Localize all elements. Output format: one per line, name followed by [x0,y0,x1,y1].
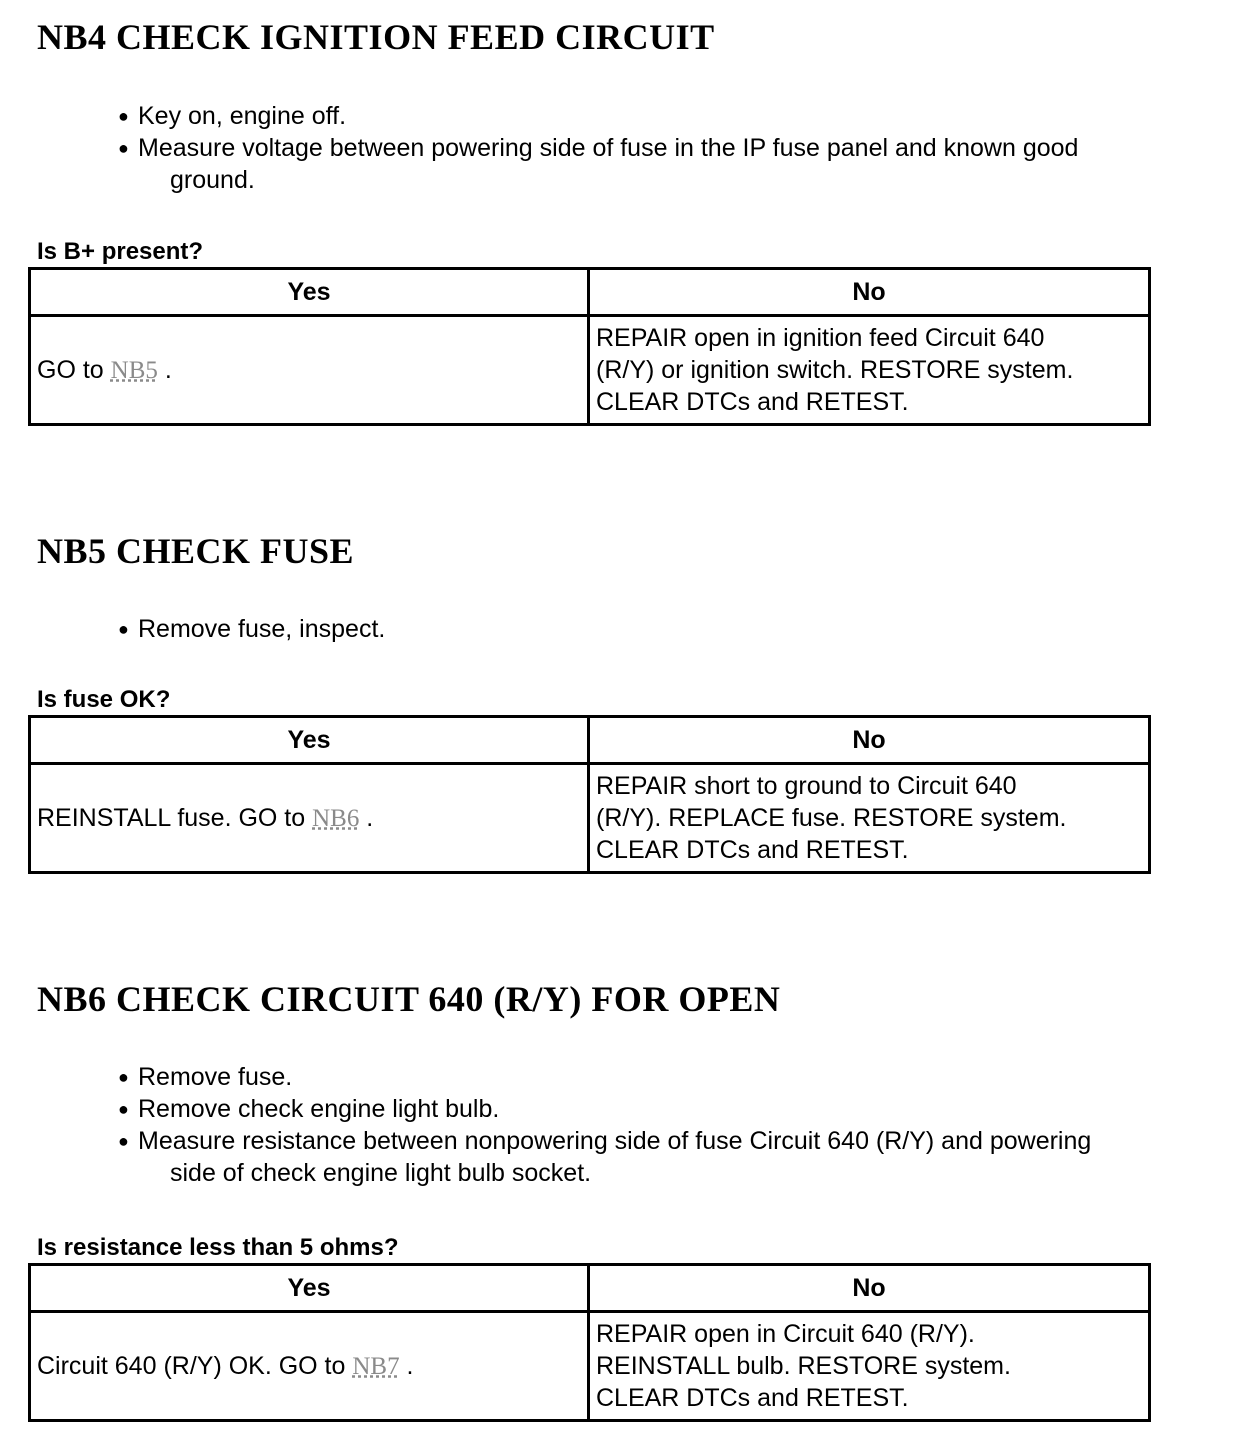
step-list [118,613,1218,645]
nb5-link[interactable]: NB5 [110,356,158,384]
step-text: Measure voltage between powering side of fuse in the IP fuse panel and known good [138,134,1079,162]
table-header-row [30,269,1150,316]
diagnostic-question: Is resistance less than 5 ohms? [37,1234,399,1261]
step-list [118,1061,1218,1189]
table-header-row [30,717,1150,764]
no-action-line: CLEAR DTCs and RETEST. [596,1384,909,1412]
yes-header: Yes [30,1265,589,1312]
no-header: No [589,269,1150,316]
step-item [118,613,1218,645]
section-heading: NB5 CHECK FUSE [37,531,355,571]
bullet-icon: ● [118,619,129,639]
yes-header: Yes [30,269,589,316]
yes-action-text: Circuit 640 (R/Y) OK. GO to [37,1351,353,1380]
no-action-line: (R/Y). REPLACE fuse. RESTORE system. [596,804,1067,832]
table-row [30,316,1150,425]
step-list [118,100,1218,196]
yes-action-text: REINSTALL fuse. GO to [37,803,313,832]
step-text: Measure resistance between nonpowering side of fuse Circuit 640 (R/Y) and powering [138,1127,1092,1155]
yes-cell [30,316,589,425]
nb7-link[interactable]: NB7 [352,1352,400,1380]
section-heading: NB6 CHECK CIRCUIT 640 (R/Y) FOR OPEN [37,979,781,1019]
no-cell [589,316,1150,425]
table-header-row [30,1265,1150,1312]
bullet-icon: ● [118,138,129,158]
diagnostic-question: Is fuse OK? [37,686,171,713]
nb6-link[interactable]: NB6 [312,804,360,832]
bullet-icon: ● [118,1067,129,1087]
section-heading: NB4 CHECK IGNITION FEED CIRCUIT [37,17,715,57]
no-header: No [589,1265,1150,1312]
yes-no-table [28,267,1151,426]
no-cell [589,1312,1150,1421]
yes-no-table [28,1263,1151,1422]
yes-cell [30,764,589,873]
table-row [30,1312,1150,1421]
no-action-line: (R/Y) or ignition switch. RESTORE system. [596,356,1074,384]
no-action-line: REPAIR open in ignition feed Circuit 640 [596,324,1045,352]
diagnostic-question: Is B+ present? [37,238,204,265]
yes-action-suffix: . [399,1351,414,1380]
no-action-line: REPAIR open in Circuit 640 (R/Y). [596,1320,975,1348]
step-text: Remove fuse, inspect. [138,615,386,643]
no-action-line: CLEAR DTCs and RETEST. [596,388,909,416]
yes-action-text: GO to [37,355,111,384]
yes-header: Yes [30,717,589,764]
bullet-icon: ● [118,1131,129,1151]
step-text: Key on, engine off. [138,102,347,130]
no-cell [589,764,1150,873]
step-item [118,132,1218,196]
yes-action-suffix: . [359,803,374,832]
step-item [118,1125,1218,1189]
no-action-line: CLEAR DTCs and RETEST. [596,836,909,864]
step-text: Remove check engine light bulb. [138,1095,500,1123]
yes-action-suffix: . [157,355,172,384]
step-item [118,1093,1218,1125]
step-item [118,1061,1218,1093]
step-text: Remove fuse. [138,1063,293,1091]
step-item [118,100,1218,132]
yes-cell [30,1312,589,1421]
yes-no-table [28,715,1151,874]
table-row [30,764,1150,873]
bullet-icon: ● [118,106,129,126]
no-header: No [589,717,1150,764]
step-text-continued: ground. [170,166,255,194]
no-action-line: REPAIR short to ground to Circuit 640 [596,772,1017,800]
bullet-icon: ● [118,1099,129,1119]
no-action-line: REINSTALL bulb. RESTORE system. [596,1352,1011,1380]
step-text-continued: side of check engine light bulb socket. [170,1159,592,1187]
